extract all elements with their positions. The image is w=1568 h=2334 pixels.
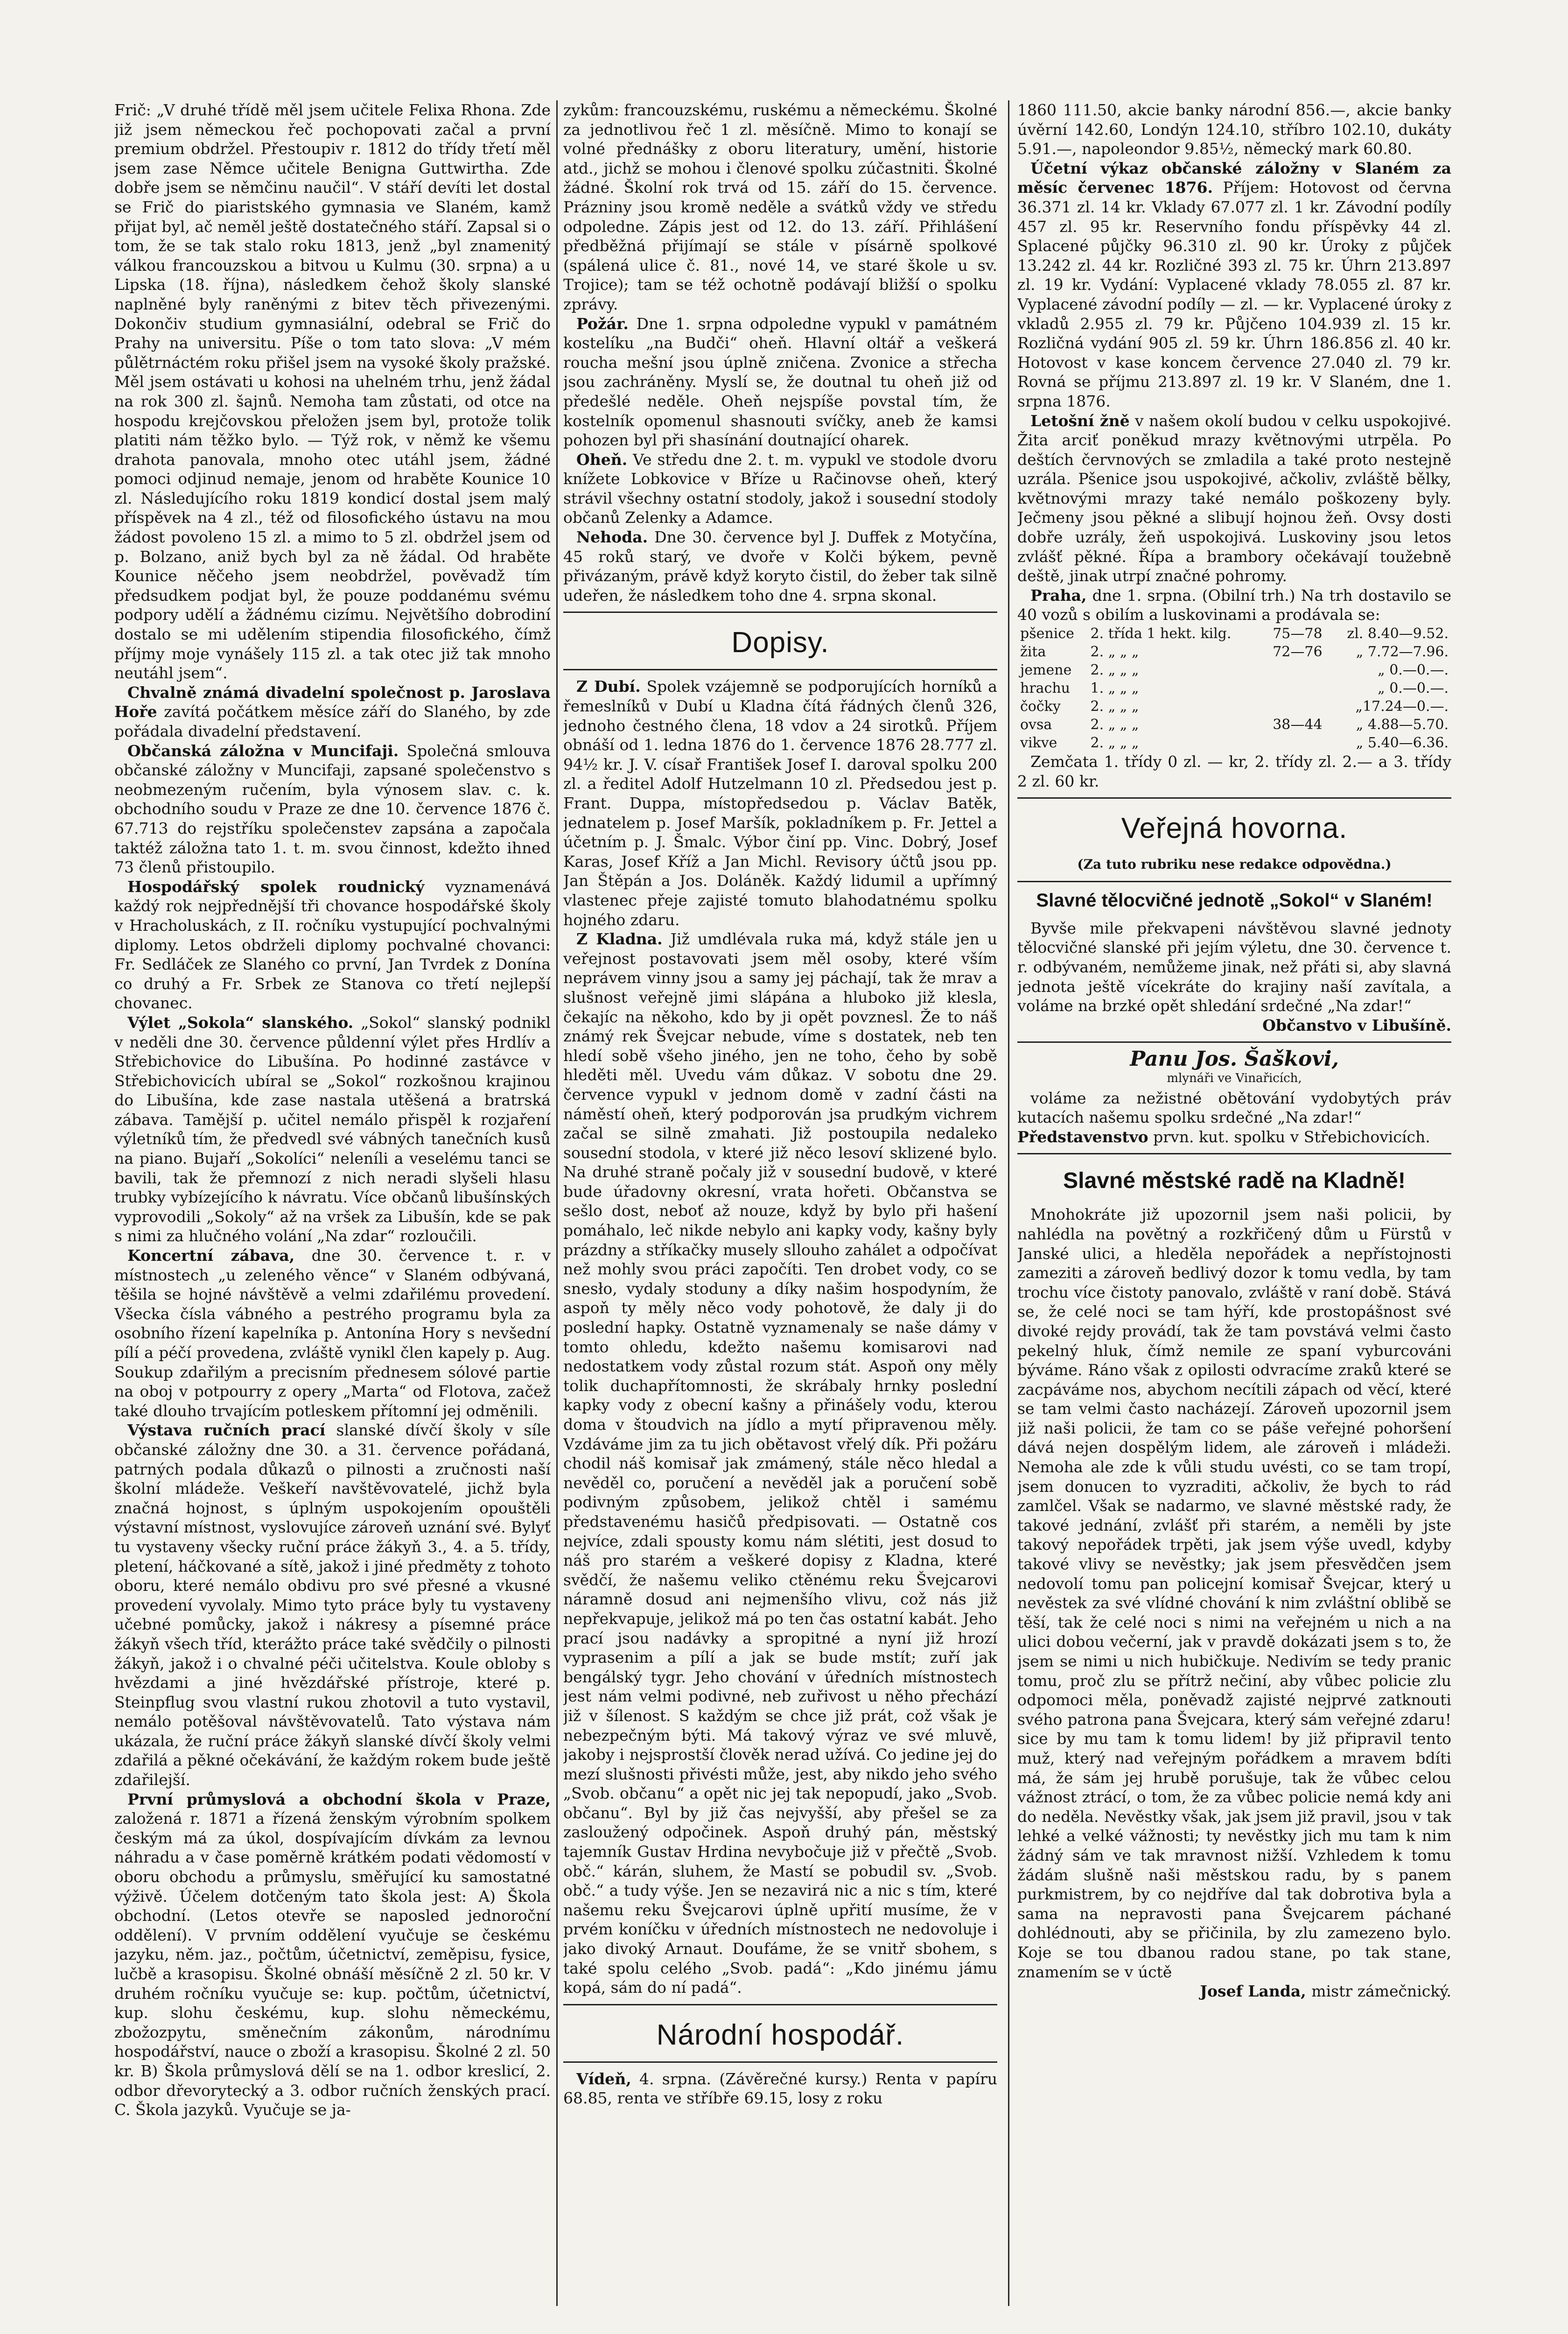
article-account (1017, 159, 1451, 411)
grain-price-table (1017, 625, 1451, 752)
divider (563, 2004, 997, 2005)
article-text: Dne 1. srpna odpoledne vypukl v památném kostelíku „na Budči“ oheň. Hlavní oltář a veškerá roucha mešní jsou úplně zničena. Zvonice a střecha jsou zachráněny. Myslí se, že doutnal tu oheň již od předešlé neděle. Oheň nejspíše povstal tím, že kostelník opomenul shasnouti svíčky, aneb že kamsi pohozen byl při shasínání doutnající oharek. (563, 314, 997, 450)
divider (563, 2061, 997, 2063)
letter-text: Již umdlévala ruka má, když stále jen u veřejnost postavovati jsem měl osoby, které vším neprávem vinny jsou a samy jej páchají, tak že mrav a slušnost veřejně jimi slápána a hluboko již klesla, čekajíc na někoho, kdo by ji opět povznesl. Že to náš známý rek Švejcar nebude, víme s dostatek, neb ten hledí sobě všeho jiného, jen ne toho, čeho by sobě hleděti měl. Uvedu vám důkaz. V sobotu dne 29. července vypukl v jednom domě v zadní části na náměstí oheň, který podporován jsa prudkým vichrem začal se silně zmahati. Již postoupila nedaleko sousední stodola, v které již něco lesoví sklizené bylo. Na druhé straně počaly již v sousední budově, v které bude úřadovny okresní, vrata hořeti. Občanstva se sešlo dost, neboť až nouze, když by bylo při hašení pomáhalo, leč nikde nebylo ani kapky vody, kašny byly prázdny a stříkačky musely sllouho zahálet a odpočívat než mohly svou práci započíti. Ten drobet vody, co se snesło, vydaly stoduny a díky našim hospodyním, že aspoň ty měly něco vody pohotově, že daly ji do poslední hapky. Ostatně vyznamenaly se naše dámy v tomto ohledu, kdežto našemu komisarovi nad nedostatkem vody zůstal rozum stát. Aspoň ony měly tolik duchapřítomnosti, že skrábaly hrnky poslední kapky vody z obecní kašny a přinášely vodu, kterou doma v štoudvich na jídlo a mytí připravenou měly. Vzdáváme jim za tu jich obětavost vřelý dík. Při požáru chodil náš komisař jak zmámený, stále něco hledal a nevěděl co, poručení a nevěděl jak a poručení sobě podivným způsobem, jelikož chtěl i samému představenému hasičů předpisovati. — Ostatně cos nejvíce, zdali spousty komu nám slétiti, jest dosud to náš pro starém a veškeré dopisy z Kladna, které svědčí, že našemu veliko ctěnému reku Švejcarovi náramně dosud ani nejmenšího vlivu, což nás již nepřekvapuje, jelikož má po ten čas ostatní kabát. Jeho prací jsou nadávky a spropitné a nyní již hrozí vyprasenim a pílí a jak se bude mstít; zuří jak bengálský tygr. Jeho chování v úředních místnostech jest nám velmi podivné, neb zuřivost u něho přechází již v šílenost. S každým se chce již prát, což však je nebezpečným býti. Má takový výraz ve své mluvě, jakoby i nejsprostší člověk nerad užívá. Co jedine jej do mezí slušnosti přivésti může, jest, aby nikdo jeho svého „Svob. občanu“ a opět nic jej tak nepopudí, jako „Svob. občanu“. Byl by již čas nejvyšší, aby přešel se za zasloužený odpočinek. Aspoň druhý pán, městský tajemník Gustav Hrdina nevybočuje již v přečtě „Svob. obč.“ kárán, sluhem, že Mastí se pobudil sv. „Svob. obč.“ a tudy výše. Jen se nezavirá nic a nic s tím, které našemu reku Švejcarovi úplně upřití musíme, že v prvém koníčku v úředních místnostech ne nedovoluje i jako divoký Arnaut. Doufáme, že se vnitř sbohem, s také spolu celého „Svob. padá“: „Kdo jinému jámu kopá, sám do ní padá“. (563, 930, 997, 1997)
article-heading: Občanská záložna v Muncifaji. (127, 741, 399, 760)
article-heading: Nehoda. (576, 528, 648, 547)
signature-org: prvn. kut. spolku v Střebichovicích. (1153, 1127, 1430, 1146)
grain-row (1017, 697, 1451, 716)
article-heading: Výstava ručních prací (127, 1421, 326, 1440)
grain-row (1017, 625, 1451, 643)
article-school (114, 1790, 551, 2120)
article-text: slanské dívčí školy v síle občanské záložny dne 30. a 31. července pořádaná, patrných podala důkazů o pilnosti a zručnosti naší školní mládeže. Veškeří navštěvovatelé, jichž byla značná hojnost, s úplným uspokojením opouštěli výstavní místnost, vyslovujíce zároveň uznání své. Bylyť tu vystaveny všecky ruční práce žákyň 3., 4. a 5. třídy, pletení, háčkované a sítě, jakož i jiné předměty z tohoto oboru, které nemálo obdivu pro své přesné a vkusné provedení vyvolaly. Mimo tyto práce byly tu vystaveny učebné pomůcky, jakož i nákresy a písemné práce žákyň všech tříd, kterážto práce také svědčily o pilnosti žákyň, jakož i o chvalné péči učitelstva. Koule obloby s hvězdami a jiné hvězdářské přístroje, které p. Steinpflug svou vlastní rukou zhotovil a tuto vystavil, nemálo potěšoval návštěvovatelů. Tato výstava nám ukázala, že ruční práce žákyň slanské dívčí školy velmi zdařilá a pěkné očekávání, že každým rokem bude ještě zdařilejší. (114, 1421, 551, 1789)
article-text: Společná smlouva občanské záložny v Muncifaji, zapsané společenstvo s neobmezeným ručením, byla výnosem slav. c. k. obchodního soudu v Praze ze dne 10. července 1876 č. 67.713 do rejstříku společenstev zapsána a započala taktéž záložna tato 1. t. m. svou činnost, kdežto ihned 73 členů přistoupilo. (114, 741, 551, 877)
section-title-dopisy: Dopisy. (731, 626, 829, 659)
grain-cell-price: „ 0.—0.—. (1378, 680, 1449, 697)
grain-cell-q: 2. „ „ „ (1090, 644, 1139, 661)
grain-row (1017, 716, 1451, 734)
signature-title: mistr zámečnický. (1311, 1982, 1451, 2001)
grain-cell-q: 2. „ „ „ (1090, 735, 1139, 752)
column-3 (1017, 100, 1451, 2308)
article-fire-budec (563, 314, 997, 450)
section-title-economy: Národní hospodář. (656, 2018, 904, 2051)
column-rule (556, 100, 558, 2306)
grain-cell-price: zl. 8.40—9.52. (1347, 626, 1449, 642)
grain-cell-price: „ 4.88—5.70. (1356, 717, 1449, 733)
article-heading: Letošní žně (1030, 411, 1130, 430)
grain-cell-price: „ 7.72—7.96. (1356, 644, 1449, 661)
article-heading: Požár. (576, 314, 629, 333)
grain-row (1017, 661, 1451, 679)
article-text: „Sokol“ slanský podnikl v neděli dne 30. července půldenní výlet přes Hrdlív a Střebichovice do Libušína. Po hodinné zastávce v Střebichovicích ubíral se „Sokol“ rozkošnou krajinou do Libušína, kde zase nastala utěšená a bratrská zábava. Tamější p. učitel nemálo přispěl k rozjaření výletníků tím, že předvedl své vábných tanečních kusů na piano. Bujaří „Sokolíci“ neleníli a veselému tanci se bavili, tak že přemnozí z nich neradi slyšeli hlasu trubky vybízejícího k návratu. Více občanů libušínských vyprovodili „Sokoly“ až na vršek za Libušín, kde se pak s nimi za hlučného volání „Na zdar“ rozloučili. (114, 1013, 551, 1245)
article-harvest (1017, 411, 1451, 586)
grain-cell-name: hrachu (1020, 680, 1070, 697)
grain-cell-price: „ 0.—0.—. (1378, 662, 1449, 679)
potato-prices: Zemčata 1. třídy 0 zl. — kr, 2. třídy zl. 2.— a 3. třídy 2 zl. 60 kr. (1017, 752, 1451, 790)
article-heading: Praha, (1030, 586, 1087, 605)
divider (1017, 1041, 1451, 1043)
grain-row (1017, 679, 1451, 697)
letter-heading-saska: Panu Jos. Šaškovi, (1130, 1047, 1339, 1071)
article-theatre (114, 683, 551, 741)
article-text: dne 30. července t. r. v místnostech „u zeleného věnce“ v Slaném odbývaná, těšila se hojné návštěvě a velmi zdařilému provedení. Všecka čísla vábného a pestrého programu byla za osobního řízení kapelníka p. Antonína Hory s nevšední pílí a péčí provedena, zvláště vynikl člen kapely p. Aug. Soukup zdařilým a precisním přednesem sólové partie na oboj v potpourry z opery „Marta“ od Flotova, začež také dlouho trvajícím potleskem přítomní jej odměnili. (114, 1246, 551, 1420)
letter-dubi (563, 677, 997, 929)
grain-cell-q: 2. „ „ „ (1090, 698, 1139, 715)
article-heading: Hospodářský spolek roudnický (127, 877, 425, 896)
fric-memoir: Frič: „V druhé třídě měl jsem učitele Felixa Rhona. Zde již jsem německou řeč pochopovati začal a první premium obdržel. Přestoupiv r. 1812 do třídy třetí měl jsem zase Němce učitele Benigna Guttwirtha. Zde dobře jsem se němčinu naučil“. V stáří devíti let dostal se Frič do piaristského gymnasia ve Slaném, kamž přijat byl, ač neměl ještě dostatečného stáří. Zapsal si o tom, že se tak stalo roku 1813, jenž „byl znamenitý válkou francouzskou a bitvou u Kulmu (30. srpna) a u Lipska (18. října), následkem čehož školy slanské naplněné byly raněnými z bitev těch přivezenými. Dokončiv studium gymnasiální, odebral se Frič do Prahy na universitu. Píše o tom tato slova: „V mém půlětrnáctém roku přišel jsem na vysoké školy pražské. Měl jsem ostávati u kohosi na uhelném trhu, jenž žádal na rok 300 zl. šajnů. Nemoha tam zůstati, od otce na hospodu krejčovskou přeložen jsem byl, protože tolik platiti nám těžko bylo. — Týž rok, v němž ke všemu drahota panovala, mnoho otec utáhl jsem, žádné pomoci odjinud nemaje, jenom od hraběte Kounice 10 zl. Následujícího roku 1819 kondicí dostal jsem malý příspěvek na 4 zl., též od filosofického ústavu na mou žádost povoleno 15 zl. a mimo to 5 zl. obdržel jsem od p. Bolzano, aniž bych byl za ně žádal. Od hraběte Kounice něčeho jsem neobdržel, pověvadž tím předsudkem podjat byl, že pouze poddanému svému podpory udělí a žádnému cizímu. Největšího dobrodiní dostalo se mi udělením stipendia filosofického, čímž příjmy moje vynášely 115 zl. a tak otec již tak mnoho neutáhl jsem“. (114, 101, 551, 682)
grain-cell-kg (1260, 734, 1325, 752)
grain-cell-price: „17.24—0.—. (1355, 698, 1449, 715)
grain-cell-price: „ 5.40—6.36. (1356, 735, 1449, 752)
letter-saska-text: voláme za nežistné obětování vydobytých práv kutacích našemu spolku srdečné „Na zdar!“ (1017, 1089, 1451, 1127)
vienna-continued: 1860 111.50, akcie banky národní 856.—, akcie banky úvěrní 142.60, Londýn 124.10, stříbro 102.10, dukáty 5.91.—, napoleondor 9.85½, německý mark 60.80. (1017, 101, 1451, 158)
grain-cell-kg (1260, 679, 1325, 697)
divider (1017, 881, 1451, 882)
letter-heading-kladno: Slavné městské radě na Kladně! (1063, 1168, 1406, 1194)
article-text: Příjem: Hotovost od června 36.371 zl. 14 kr. Vklady 67.077 zl. 1 kr. Závodní podíly 457 zl. 95 kr. Reservního fondu příspěvky 44 zl. Splacené půjčky 96.310 zl. 90 kr. Úroky z půjček 13.242 zl. 44 kr. Rozličné 393 zl. 75 kr. Úhrn 213.897 zl. 19 kr. Vydání: Vyplacené vklady 78.055 zl. 87 kr. Vyplacené závodní podíly — zl. — kr. Vyplacené úroky z vkladů 2.955 zl. 79 kr. Půjčeno 104.939 zl. 15 kr. Rozličná vydání 905 zl. 59 kr. Úhrn 186.856 zl. 40 kr. Hotovost v kase koncem července 27.040 zl. 79 kr. Rovná se příjmu 213.897 zl. 19 kr. V Slaném, dne 1. srpna 1876. (1017, 178, 1451, 410)
grain-cell-kg: 75—78 (1273, 626, 1323, 642)
column-rule (1008, 100, 1009, 2306)
grain-cell-name: jemene (1020, 662, 1072, 679)
article-heading: Výlet „Sokola“ slanského. (127, 1013, 354, 1032)
grain-cell-kg: 72—76 (1273, 644, 1323, 661)
article-text: v našem okolí budou v celku uspokojivé. Žita arciť poněkud mrazy květnovými utrpěla. Po deštích červnových se zmladila a také proto nestejně uzrála. Pšenice jsou uspokojivé, ačkoliv, zvláště bělky, květnovými mrazy také nemálo poškozeny byly. Ječmeny jsou pěkné a slibují hojnou žeň. Ovsy dosti dobře uzrály, žeň uspokojivá. Luskoviny jsou letos zvlášť pěkné. Řípa a brambory očekávají toužebně deště, jinak utrpí značné pohromy. (1017, 411, 1451, 585)
article-text: vyznamenává každý rok nejpřednější tři chovance hospodářské školy v Hracholuskách, z II. ročníku vystupující pochvalnými diplomy. Letos obdrželi diplomy pochvalné chovanci: Fr. Sedláček ze Slaného co první, Jan Tvrdek z Donína co druhý a Fr. Srbek ze Stanova co třetí nejlepší chovanec. (114, 877, 551, 1012)
article-heading: Účetní výkaz občanské záložny v Slaném za měsíc červenec 1876. (1017, 159, 1451, 197)
article-muncifaj (114, 741, 551, 877)
grain-cell-name: pšenice (1020, 626, 1074, 642)
signature-landa (1017, 1982, 1451, 2001)
grain-cell-name: čočky (1020, 698, 1061, 715)
article-prague-market (1017, 586, 1451, 625)
grain-cell-kg (1260, 661, 1325, 679)
grain-cell-kg (1260, 697, 1325, 716)
article-concert (114, 1246, 551, 1420)
letter-text: Spolek vzájemně se podporujících horníků a řemeslníků v Dubí u Kladna čítá řádných členů 326, jednoho čestného člena, 18 vdov a 24 sirotků. Příjem obnáší od 1. ledna 1876 do 1. července 1876 28.777 zl. 94½ kr. J. V. císař František Josef I. daroval spolku 200 zl. a ředitel Adolf Hutzelmann 10 zl. Předsedou jest p. Frant. Duppa, místopředsedou p. Václav Batěk, jednatelem p. Josef Maršík, pokladníkem p. Fr. Jettel a účetním p. J. Šmalc. Výbor činí pp. Vinc. Dobrý, Josef Karas, Josef Kříž a Jan Michl. Revisory účtů jsou pp. Jan Štěpán a Jos. Doláněk. Každý lidumil a upřímný vlastenec přeje zajisté tomuto blahodatnému spolku hojného zdaru. (563, 677, 997, 929)
signature-name: Josef Landa, (1200, 1982, 1306, 2001)
article-text: 4. srpna. (Závěrečné kursy.) Renta v papíru 68.85, renta ve stříbře 69.15, losy z roku (563, 2069, 997, 2108)
grain-cell-kg: 38—44 (1273, 717, 1323, 733)
article-accident (563, 527, 997, 605)
grain-cell-name: ovsa (1020, 717, 1052, 733)
divider (1017, 1153, 1451, 1154)
signature-name: Představenstvo (1017, 1127, 1148, 1146)
letter-kladno-text: Mnohokráte již upozornil jsem naši policii, by nahlédla na povětný a rozkřičený dům u Fürstů v Janské ulici, a hleděla nepořádek a nepřístojnosti zameziti a zároveň bedlivý dozor k tomu vedla, by tam trochu více čistoty panovalo, zvláště v raní době. Stává se, že celé noci se tam hýří, kde prostopášnost své divoké rejdy provádí, tak že tam povstává velmi často pekelný hluk, čímž nemile ze spaní vyburcováni býváme. Ráno však z opilosti odvracíme zraků které se zacpáváme nos, abychom necítili zápach od věcí, které se tam velmi často nacházejí. Zároveň upozornil jsem již naši policii, že tam co se páše veřejné pohoršení dává nejen dospělým lidem, ale zároveň i mládeži. Nemoha ale zde k vůli studu uvésti, co se tam tropí, jsem donucen to vyzraditi, ačkoliv, že bych to rád zamlčel. Však se nadarmo, ve slavné městské rady, že takové jednání, zvlášť při starém, a neměli by jste takový nepořádek trpěti, jak jsem výše uvedl, kdyby takové vlivy se nevěstky; jak jsem přesvědčen jsem nedovolí tomu pan policejní komisař Švejcar, který u nevěstek za své vlídné chování k nim zvláštní oblibě se těší, tak že celé noci s nimi na veřejném u nich a na ulici dobou večerní, jak v pravdě dokázati jsem s to, že jsem se nimi u nich hubičkuje. Nedivím se tedy pranic tomu, proč zlu se přítrž nečiní, aby vůbec policie zlu odpomoci měla, poněvadž zajisté nejprvé zatknouti svého patrona pana Švejcara, který sám veřejné zdaru! sice by mu tam k tomu lidem! by již připravil tento muž, který nad veřejným pořádkem a mravem bdíti má, že sám jej hrubě porušuje, tak že vůbec celou vážnost ztrácí, o tom, že za vůbec policie nemá kdy ani do neděla. Nevěstky však, jak jsem již pravil, jsou v tak lehké a velké vážnosti; ty nevěstky jich mu tam k nim žádný sám ve tak mravnost nižší. Vzhledem k tomu žádám slušně naši městskou radu, by s panem purkmistrem, by co nejdříve dal tak dobrotiva byla a sama na nepravosti pana Švejcarem páchané dohlédnouti, aby se přičinila, by zlu zamezeno bylo. Koje se tou dbanou radou stane, po tak stane, znamením se v úctě (1017, 1205, 1451, 1981)
editorial-note: (Za tuto rubriku nese redakce odpovědna.) (1077, 857, 1392, 872)
letter-sokol-text: Byvše mile překvapeni návštěvou slavné jednoty tělocvičné slanské při jejím výletu, dne 30. července t. r. odbývaném, nemůžeme jinak, než přáti si, aby slavná jednota ještě vícekráte do krajiny naší zavítala, a voláme na brzké opět shledání srdečné „Na zdar!“ (1017, 919, 1451, 1015)
school-continued: zykům: francouzskému, ruskému a německému. Školné za jednotlivou řeč 1 zl. měsíčně. Mimo to konají se volné přednášky z oboru literatury, umění, historie atd., jichž se mohou i členové spolku zúčastniti. Školné žádné. Školní rok trvá od 15. září do 15. července. Prázniny jsou kromě neděle a svátků vždy ve středu odpoledne. Zápis jest od 12. do 13. září. Přihlášení předběžná přijímají se stále v písárně spolkové (spálená ulice č. 81., nové 14, ve staré škole u sv. Trojice); tam se též ochotně podávají bližší o spolku zprávy. (563, 101, 997, 313)
section-title-hovorna: Veřejná hovorna. (1121, 812, 1348, 845)
grain-cell-name: vikve (1020, 735, 1057, 752)
article-heading: Koncertní zábava, (127, 1246, 295, 1265)
grain-cell-q: 2. „ „ „ (1090, 717, 1139, 733)
letter-heading-sokol: Slavné tělocvičné jednotě „Sokol“ v Slaném! (1036, 890, 1433, 911)
divider (563, 669, 997, 670)
grain-row (1017, 643, 1451, 661)
article-vienna (563, 2069, 997, 2108)
column-2 (563, 100, 997, 2308)
article-fire-briza (563, 450, 997, 527)
letter-subheading: mlynáři ve Vinařicích, (1167, 1071, 1302, 1085)
grain-row (1017, 734, 1451, 752)
column-1 (114, 100, 551, 2308)
article-text: založená r. 1871 a řízená ženským výrobním spolkem českým má za úkol, dospívajícím dívkám za levnou náhradu a v čase poměrně krátkém podati vědomostí v oboru obchodu a průmyslu, směřující ku samostatné výživě. Účelem dotčeným tato škola jest: A) Škola obchodní. (Letos otevře se naposled jednoroční oddělení). V prvním oddělení vyučuje se českému jazyku, něm. jaz., počtům, účetnictví, zeměpisu, fysice, lučbě a krasopisu. Školné obnáší měsíčně 2 zl. 50 kr. V druhém ročníku vyučuje se: kup. počtům, účetnictví, kup. slohu českému, kup. slohu německému, zbožozpytu, směnečním zákonům, národnímu hospodářství, nauce o zboží a krasopisu. Školné 2 zl. 50 kr. B) Škola průmyslová dělí se na 1. odbor kreslicí, 2. odbor dřevorytecký a 3. odbor ručních ženských prací. C. Škola jazyků. Vyučuje se ja- (114, 1809, 551, 2119)
grain-cell-name: žita (1020, 644, 1046, 661)
article-heading: Oheň. (576, 450, 628, 469)
divider (563, 612, 997, 613)
signature-libusin: Občanstvo v Libušíně. (1262, 1016, 1451, 1034)
article-exhibition (114, 1420, 551, 1789)
article-roudnice (114, 877, 551, 1013)
signature-strebichovice (1017, 1127, 1451, 1147)
article-text: zavítá počátkem měsíce září do Slaného, by zde pořádala divadelní představení. (114, 703, 551, 740)
letter-heading: Z Kladna. (576, 930, 663, 949)
grain-cell-q: 1. „ „ „ (1090, 680, 1139, 697)
article-text: dne 1. srpna. (Obilní trh.) Na trh dostavilo se 40 vozů s obilím a luskovinami a prodávala se: (1017, 586, 1451, 624)
letter-kladno (563, 929, 997, 1997)
article-sokol-trip (114, 1013, 551, 1246)
divider (1017, 797, 1451, 799)
article-text: Ve středu dne 2. t. m. vypukl ve stodole dvoru knížete Lobkovice v Bříze u Račinovse oheň, který strávil všechny ostatní stodoly, jakož i sousední stodoly občanů Zelenky a Adamce. (563, 450, 997, 527)
letter-heading: Z Dubí. (576, 677, 641, 696)
article-heading: Vídeň, (576, 2069, 631, 2088)
article-heading: Chvalně známá divadelní společnost p. Jaroslava Hoře (114, 683, 551, 721)
grain-cell-q: 2. třída 1 hekt. kilg. (1090, 626, 1232, 642)
article-text: Dne 30. července byl J. Duffek z Motyčína, 45 roků starý, ve dvoře v Kolči býkem, pevně přivázaným, právě když koryto čistil, do žeber tak silně udeřen, že následkem toho dne 4. srpna skonal. (563, 528, 997, 605)
grain-cell-q: 2. „ „ „ (1090, 662, 1139, 679)
article-heading: První průmyslová a obchodní škola v Praze, (127, 1790, 551, 1808)
